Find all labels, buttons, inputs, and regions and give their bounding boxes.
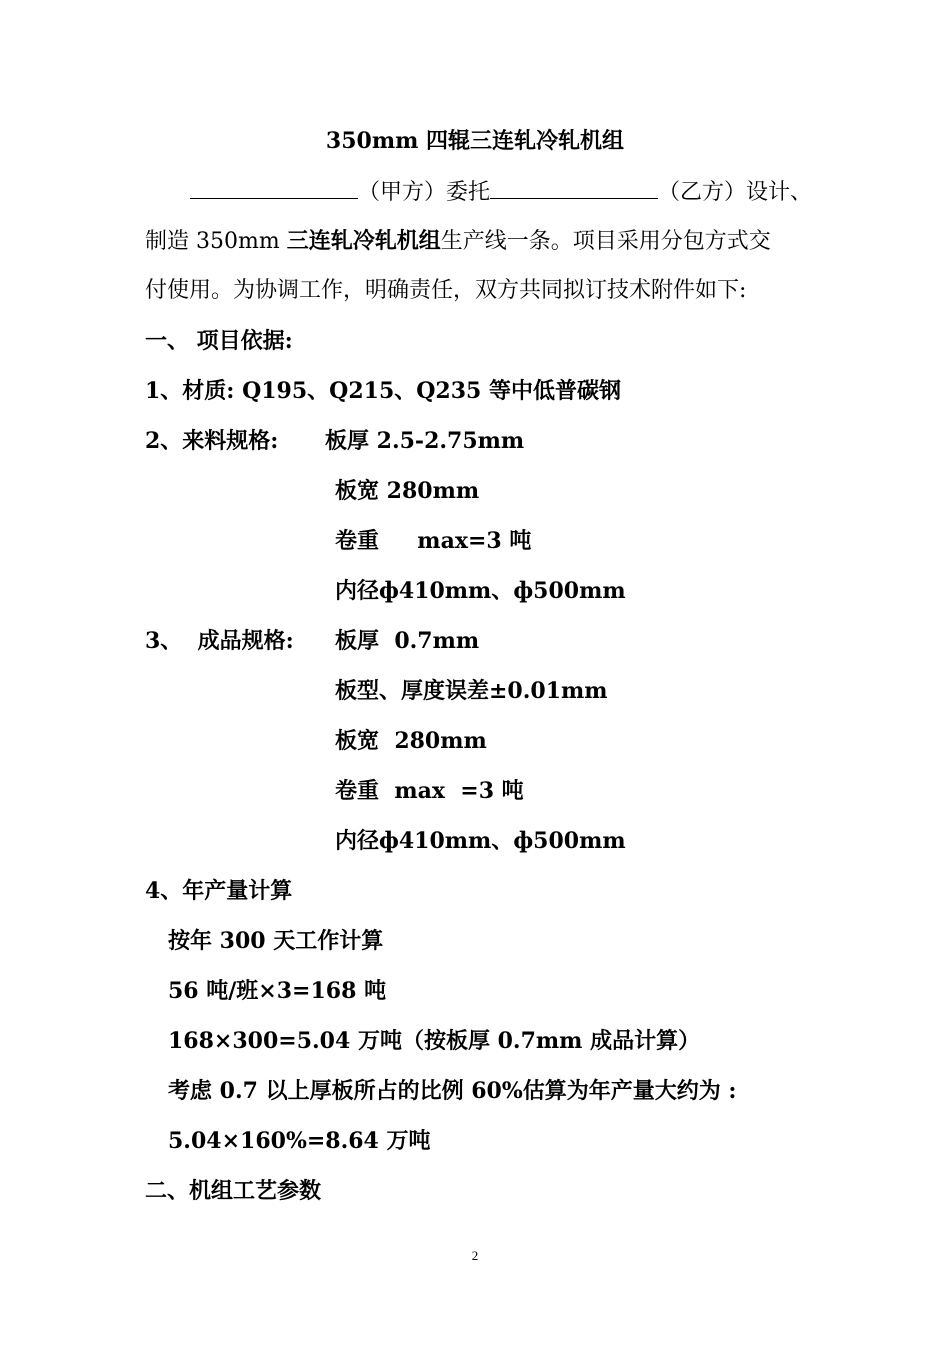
intro-line-3: 付使用。为协调工作，明确责任，双方共同拟订技术附件如下: — [145, 278, 747, 303]
product-spec: 板型、厚度误差±0.01mm — [335, 678, 608, 704]
document-title: 350mm 四辊三连轧冷轧机组 — [325, 128, 625, 154]
product-spec: 内径ф410mm、ф500mm — [335, 828, 626, 854]
incoming-label: 2、来料规格: — [145, 428, 279, 454]
output-line: 按年 300 天工作计算 — [168, 928, 384, 954]
product-label: 3、 成品规格: — [145, 628, 294, 654]
output-line: 5.04×160%=8.64 万吨 — [168, 1128, 431, 1154]
product-spec: 板宽 280mm — [335, 728, 487, 754]
incoming-spec: 内径ф410mm、ф500mm — [335, 578, 626, 604]
intro-party-a: （甲方）委托 — [358, 180, 491, 205]
product-spec: 卷重 max =3 吨 — [335, 778, 524, 804]
output-line: 考虑 0.7 以上厚板所占的比例 60%估算为年产量大约为 : — [168, 1078, 737, 1104]
output-line: 56 吨/班×3=168 吨 — [168, 978, 387, 1004]
section1-heading: 一、 项目依据: — [145, 328, 293, 354]
intro-line-1 — [190, 176, 812, 208]
section2-heading: 二、机组工艺参数 — [145, 1178, 322, 1204]
material-line: 1、材质: Q195、Q215、Q235 等中低普碳钢 — [145, 378, 622, 404]
output-line: 168×300=5.04 万吨（按板厚 0.7mm 成品计算） — [168, 1028, 701, 1054]
product-spec: 板厚 0.7mm — [335, 628, 480, 654]
intro-party-b: （乙方）设计、 — [658, 180, 813, 205]
party-a-blank — [190, 176, 358, 199]
intro-line-2 — [145, 226, 771, 257]
intro-line2-pre: 制造 350mm — [145, 229, 287, 254]
party-b-blank — [490, 176, 658, 199]
incoming-spec: 卷重 max=3 吨 — [335, 528, 532, 554]
incoming-spec: 板宽 280mm — [335, 478, 480, 504]
intro-line2-post: 生产线一条。项目采用分包方式交 — [440, 229, 771, 254]
page-number: 2 — [471, 1248, 479, 1263]
intro-line2-bold: 三连轧冷轧机组 — [286, 228, 441, 254]
incoming-spec: 板厚 2.5-2.75mm — [325, 428, 525, 454]
output-heading: 4、年产量计算 — [145, 878, 293, 904]
